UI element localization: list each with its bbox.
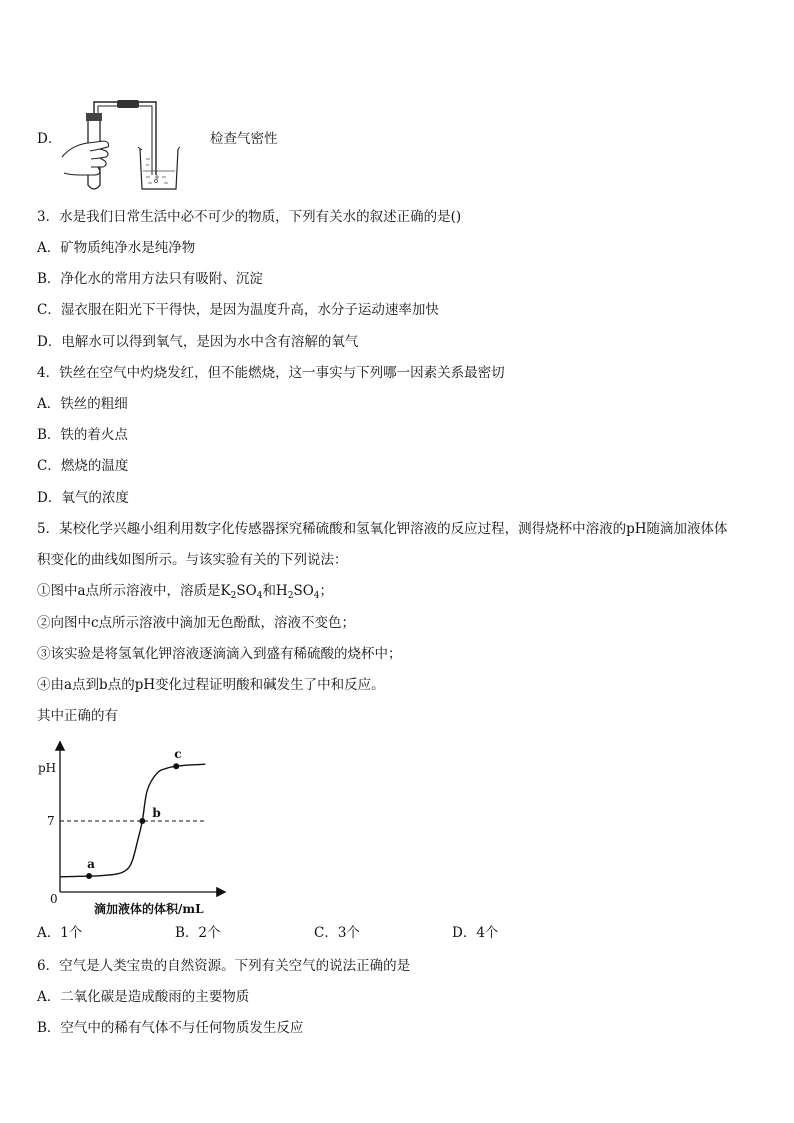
ph-curve bbox=[60, 764, 205, 877]
q5-options bbox=[37, 924, 597, 942]
q5-stem-line2: 积变化的曲线如图所示。与该实验有关的下列说法： bbox=[37, 552, 348, 568]
q5-option-c: C．3个 bbox=[314, 925, 360, 941]
q5-option-a: A．1个 bbox=[37, 925, 83, 941]
q3-stem: 3．水是我们日常生活中必不可少的物质，下列有关水的叙述正确的是() bbox=[37, 209, 462, 225]
q5-option-d: D．4个 bbox=[452, 925, 499, 941]
q4-option-a: A．铁丝的粗细 bbox=[37, 396, 128, 412]
q3-option-a: A．矿物质纯净水是纯净物 bbox=[37, 240, 196, 256]
y-axis-label: pH bbox=[38, 761, 57, 775]
q5-prompt: 其中正确的有 bbox=[37, 708, 118, 724]
q3-option-b: B．净化水的常用方法只有吸附、沉淀 bbox=[37, 271, 263, 287]
q5-statement-1: ①图中a点所示溶液中，溶质是$K_2SO_4$和$H_2SO_4$； bbox=[37, 583, 334, 601]
q5-stem-line1: 5．某校化学兴趣小组利用数字化传感器探究稀硫酸和氢氧化钾溶液的反应过程，测得烧杯中溶液的pH随滴加液体体 bbox=[37, 521, 728, 537]
q5-statement-3: ③该实验是将氢氧化钾溶液逐滴滴入到盛有稀硫酸的烧杯中； bbox=[37, 646, 402, 662]
q4-option-b: B．铁的着火点 bbox=[37, 427, 128, 443]
q3-option-d: D．电解水可以得到氧气，是因为水中含有溶解的氧气 bbox=[37, 334, 359, 350]
q5-statement-2: ②向图中c点所示溶液中滴加无色酚酞，溶液不变色； bbox=[37, 615, 356, 631]
point-label-b: b bbox=[152, 806, 161, 820]
q6-option-a: A．二氧化碳是造成酸雨的主要物质 bbox=[37, 989, 250, 1005]
point-label-c: c bbox=[174, 747, 182, 762]
reference-tick-label: 7 bbox=[47, 814, 55, 828]
q4-option-d: D．氧气的浓度 bbox=[37, 490, 129, 506]
airtightness-check-apparatus bbox=[60, 97, 200, 195]
point-b bbox=[139, 818, 145, 824]
point-c bbox=[173, 763, 179, 769]
q2-option-d-caption: 检查气密性 bbox=[210, 131, 278, 147]
q5-statement-4: ④由a点到b点的pH变化过程证明酸和碱发生了中和反应。 bbox=[37, 677, 385, 693]
x-axis-label: 滴加液体的体积/mL bbox=[94, 902, 204, 916]
ph-titration-chart bbox=[30, 735, 240, 920]
q5-option-b: B．2个 bbox=[175, 925, 221, 941]
q3-option-c: C．湿衣服在阳光下干得快，是因为温度升高，水分子运动速率加快 bbox=[37, 302, 439, 318]
q2-option-d-label: D． bbox=[37, 131, 62, 147]
point-a bbox=[86, 873, 92, 879]
q6-option-b: B．空气中的稀有气体不与任何物质发生反应 bbox=[37, 1020, 304, 1036]
q4-stem: 4．铁丝在空气中灼烧发红，但不能燃烧，这一事实与下列哪一因素关系最密切 bbox=[37, 365, 505, 381]
origin-label: 0 bbox=[50, 892, 58, 906]
point-label-a: a bbox=[87, 856, 95, 871]
q6-stem: 6．空气是人类宝贵的自然资源。下列有关空气的说法正确的是 bbox=[37, 958, 411, 974]
q4-option-c: C．燃烧的温度 bbox=[37, 458, 129, 474]
